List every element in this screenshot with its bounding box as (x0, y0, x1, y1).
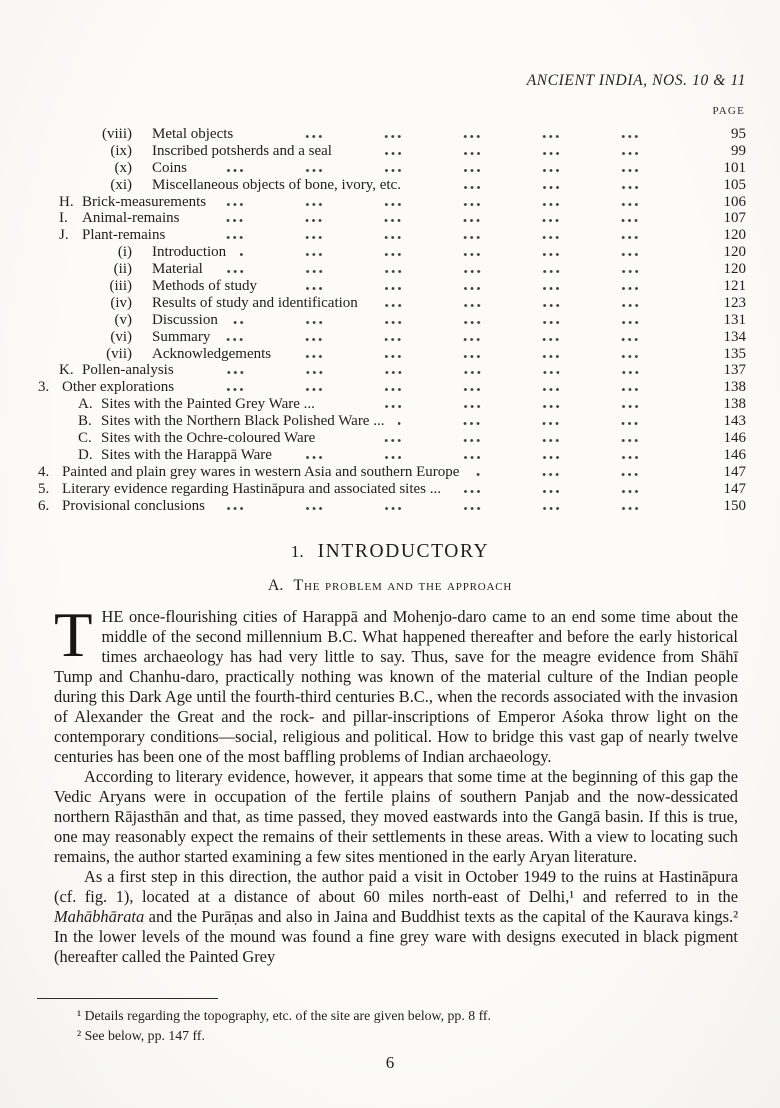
toc-row (38, 177, 746, 194)
toc-row-label: Results of study and identification (152, 294, 358, 311)
toc-row-label: Methods of study (152, 278, 257, 295)
toc-row-marker: (iii) (109, 278, 132, 295)
toc-row-marker: (v) (114, 311, 132, 328)
toc-row-page: 137 (723, 362, 746, 379)
toc-row-marker: 3. (38, 379, 50, 396)
dot-leader (285, 354, 700, 359)
dot-leader (455, 489, 700, 494)
toc-row-label: Summary (152, 328, 211, 345)
toc-row (38, 160, 746, 177)
toc-row-page: 131 (723, 311, 746, 328)
page-number: 6 (385, 1053, 395, 1072)
dot-leader (188, 370, 700, 375)
page-column-label: PAGE (712, 105, 745, 117)
toc-row (38, 126, 746, 143)
toc-row (38, 379, 746, 396)
toc-row (38, 329, 746, 346)
toc-row-page: 150 (723, 497, 746, 514)
dot-leader (329, 404, 700, 409)
dot-leader (415, 185, 700, 190)
toc-row (38, 481, 746, 498)
dot-leader (286, 455, 700, 460)
toc-row-page: 99 (731, 142, 746, 159)
dot-leader (232, 320, 700, 325)
dot-leader (217, 269, 700, 274)
toc-row-label: Discussion (152, 311, 218, 328)
toc-row (38, 295, 746, 312)
toc-row-page: 107 (723, 210, 746, 227)
toc-row-page: 101 (723, 159, 746, 176)
toc-row-label: Metal objects (152, 126, 234, 142)
subsection-heading (0, 577, 780, 595)
toc-row-marker: J. (59, 227, 69, 244)
toc-row-page: 138 (723, 396, 746, 413)
toc-row-label: Provisional conclusions (62, 497, 205, 514)
toc-row-page: 135 (723, 345, 746, 362)
book-title-italic: Mahābhārata (54, 907, 145, 926)
dot-leader (219, 506, 700, 511)
toc-row-marker: H. (59, 193, 74, 210)
toc-row-page: 120 (723, 244, 746, 261)
toc-row-label: Coins (152, 159, 188, 176)
toc-row-label: Material (152, 261, 203, 278)
toc-row (38, 362, 746, 379)
body-text (54, 600, 738, 967)
toc-row-label: Introduction (152, 244, 227, 261)
toc-row-marker: (viii) (102, 126, 132, 142)
toc-row (38, 312, 746, 329)
toc-row-label: Painted and plain grey wares in western Asia and southern Europe (62, 463, 460, 480)
toc-row-marker: 4. (38, 463, 50, 480)
dot-leader (398, 421, 700, 426)
toc-row-label: Sites with the Northern Black Polished Ware ... (101, 413, 385, 430)
subsection-letter: A. (267, 577, 284, 594)
toc-row-marker: 5. (38, 480, 50, 497)
toc-row-marker: B. (78, 413, 92, 430)
toc-row-label: Sites with the Harappā Ware (101, 446, 272, 463)
toc-row (38, 210, 746, 227)
toc-row-marker: (i) (117, 244, 132, 261)
toc-row-marker: (xi) (110, 176, 132, 193)
paragraph-1 (54, 600, 738, 767)
dot-leader (224, 337, 700, 342)
toc-row-label: Plant-remains (82, 227, 166, 244)
dot-leader (188, 387, 700, 392)
footnote-separator-rule (37, 998, 218, 999)
toc-row-label: Sites with the Ochre-coloured Ware (101, 430, 316, 447)
toc-row (38, 396, 746, 413)
dot-leader (329, 438, 700, 443)
toc-row (38, 227, 746, 244)
dot-leader (372, 303, 700, 308)
toc-row (38, 143, 746, 160)
toc-row-page: 146 (723, 430, 746, 447)
toc-row-label: Pollen-analysis (82, 362, 174, 379)
table-of-contents (38, 126, 746, 514)
toc-row-page: 134 (723, 328, 746, 345)
paragraph-3 (54, 867, 738, 967)
section-number: 1. (290, 542, 304, 561)
toc-row-marker: D. (78, 446, 93, 463)
toc-row (38, 498, 746, 515)
paragraph-3-text-a: As a first step in this direction, the author paid a visit in October 1949 to the ruins at Hastināpura (cf. fig. 1), located at a distance of about 60 miles north-east of Delhi,¹ and referred to in the (54, 867, 738, 906)
dot-leader (179, 235, 700, 240)
toc-row-label: Animal-remains (82, 210, 180, 227)
toc-row-page: 138 (723, 379, 746, 396)
toc-row-marker: (x) (114, 159, 132, 176)
toc-row-marker: 6. (38, 497, 50, 514)
toc-row (38, 346, 746, 363)
toc-row-marker: (iv) (110, 294, 132, 311)
section-title: INTRODUCTORY (317, 541, 490, 562)
dot-leader (240, 252, 700, 257)
toc-row-label: Literary evidence regarding Hastināpura and associated sites ... (62, 480, 442, 497)
toc-row (38, 464, 746, 481)
dot-leader (193, 218, 700, 223)
dot-leader (346, 151, 700, 156)
toc-row-page: 120 (723, 261, 746, 278)
toc-row-label: Sites with the Painted Grey Ware ... (101, 396, 315, 413)
toc-row-marker: (ii) (113, 261, 132, 278)
subsection-title: The problem and the approach (293, 577, 513, 594)
footnote-1: ¹ Details regarding the topography, etc. of the site are given below, pp. 8 ff. (77, 1008, 491, 1023)
toc-row-page: 143 (723, 413, 746, 430)
toc-row-label: Inscribed potsherds and a seal (152, 142, 332, 159)
toc-row-marker: (vi) (110, 328, 132, 345)
toc-row (38, 261, 746, 278)
toc-row (38, 278, 746, 295)
toc-row-marker: I. (59, 210, 68, 227)
toc-row-marker: (vii) (106, 345, 132, 362)
dot-leader (473, 472, 700, 477)
toc-row-page: 95 (731, 126, 746, 142)
toc-row-label: Other explorations (62, 379, 175, 396)
section-heading (0, 541, 780, 563)
paragraph-2: According to literary evidence, however, it appears that some time at the beginning of this gap the Vedic Aryans were in occupation of the fertile plains of southern Panjab and the now-dessicated northern Rājasthān and that, as time passed, they moved eastwards into the Gangā basin. If this is true, one may reasonably expect the remains of their settlements in these areas. With a view to locating such remains, the author started examining a few sites mentioned in the early Aryan literature. (54, 767, 738, 866)
dot-leader (247, 134, 700, 139)
toc-row (38, 447, 746, 464)
toc-row-page: 123 (723, 294, 746, 311)
footnotes (55, 1006, 705, 1045)
paragraph-1-text: HE once-flourishing cities of Harappā and Mohenjo-daro came to an end some time about the middle of the second millennium B.C. What happened thereafter and before the early historical times archaeology has had very little to say. Thus, save for the meagre evidence from Shāhī Tump and Chanhu-daro, practically nothing was known of the material culture of the Indian people during this Dark Age until the fourth-third centuries B.C., when the records associated with the invasion of Alexander the Great and the rock- and pillar-inscriptions of Emperor Aśoka throw light on the contemporary conditions—social, religious and political. How to bridge this vast gap of nearly twelve centuries has been one of the most baffling problems of Indian archaeology. (54, 607, 738, 766)
toc-row-label: Brick-measurements (82, 193, 207, 210)
dot-leader (271, 286, 700, 291)
toc-row (38, 194, 746, 211)
toc-row-marker: (ix) (110, 142, 132, 159)
toc-row-label: Acknowledgements (152, 345, 272, 362)
dot-leader (220, 202, 700, 207)
toc-row-page: 147 (723, 463, 746, 480)
toc-row (38, 244, 746, 261)
toc-rows (38, 126, 746, 514)
journal-header: ANCIENT INDIA, NOS. 10 & 11 (526, 72, 746, 89)
toc-row-marker: C. (78, 430, 92, 447)
toc-row-label: Miscellaneous objects of bone, ivory, etc. (152, 176, 401, 193)
toc-row-marker: K. (59, 362, 74, 379)
toc-row-page: 106 (723, 193, 746, 210)
drop-cap: T (54, 600, 93, 670)
paragraph-3-text-b: and the Purāṇas and also in Jaina and Buddhist texts as the capital of the Kaurava kings.² In the lower levels of the mound was found a fine grey ware with designs executed in black pigment (hereafter called the Painted Grey (54, 907, 738, 966)
footnote-2: ² See below, pp. 147 ff. (77, 1027, 205, 1043)
toc-row-page: 121 (723, 278, 746, 295)
toc-row-marker: A. (78, 396, 93, 413)
toc-row (38, 430, 746, 447)
toc-row-page: 147 (723, 480, 746, 497)
toc-row-page: 146 (723, 446, 746, 463)
toc-row (38, 413, 746, 430)
toc-row-page: 105 (723, 176, 746, 193)
toc-row-page: 120 (723, 227, 746, 244)
dot-leader (201, 168, 700, 173)
